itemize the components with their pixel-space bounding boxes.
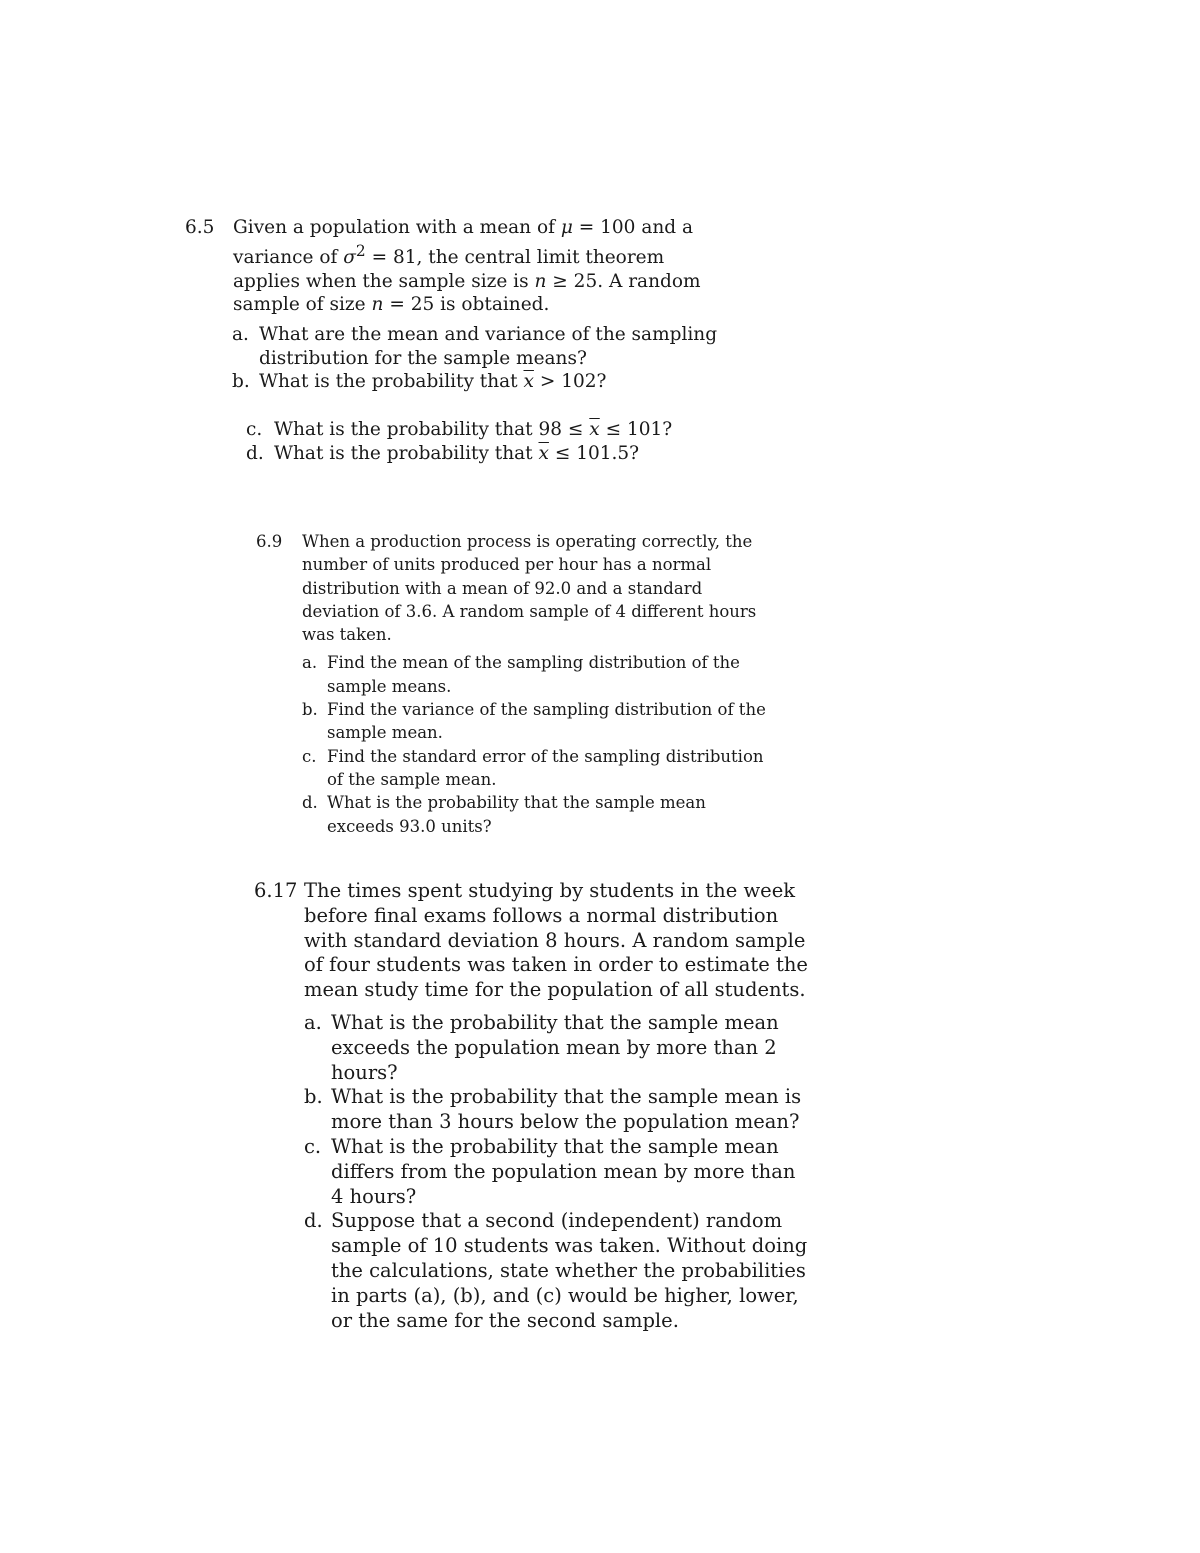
mu-symbol: μ — [560, 217, 573, 238]
part-label: a. — [304, 1010, 322, 1034]
stem-text: ≥ 25. A random sample of size — [233, 270, 701, 316]
part-label: b. — [304, 1085, 323, 1109]
part-text: Find the variance of the sampling distribution of the sample mean. — [327, 700, 766, 743]
stem-text: = 100 and a variance of — [233, 217, 694, 268]
part-c — [302, 745, 776, 792]
problem-number: 6.9 — [256, 532, 283, 551]
x-bar-symbol: $\overline{x}$ — [538, 442, 549, 464]
part-label: d. — [302, 793, 318, 813]
part-text-pre: What is the probability that — [259, 371, 524, 393]
problem-statement: When a production process is operating correctly, the number of units produced per hour has a normal distribution with a mean of 92.0 and a standard deviation of 3.6. A random sample of 4 different hours was taken. — [302, 532, 757, 645]
part-d — [304, 1209, 814, 1333]
problem-6-9 — [256, 530, 776, 838]
problem-number: 6.17 — [254, 879, 298, 902]
part-list — [246, 418, 725, 465]
part-list — [304, 1011, 814, 1333]
problem-statement — [233, 216, 725, 317]
part-c — [246, 418, 725, 442]
part-d — [302, 791, 776, 838]
sigma-symbol: σ — [343, 246, 356, 268]
superscript: 2 — [355, 241, 366, 260]
n-symbol: n — [371, 294, 384, 316]
problem-number: 6.5 — [185, 217, 215, 238]
part-label: c. — [246, 419, 263, 441]
part-b — [232, 370, 725, 394]
part-text-pre: What is the probability that — [274, 442, 539, 464]
part-label: a. — [232, 323, 249, 345]
part-label: d. — [246, 442, 264, 464]
problem-statement: The times spent studying by students in the week before final exams follows a normal distribution with standard deviation 8 hours. A random sample of four students was taken in order to estimate the mean study time for the population of all students. — [304, 879, 808, 1002]
part-text-post: ≤ 101? — [599, 419, 673, 441]
part-text: Find the standard error of the sampling distribution of the sample mean. — [327, 746, 764, 789]
part-list — [302, 651, 776, 837]
part-label: b. — [302, 700, 318, 720]
part-label: a. — [302, 653, 318, 673]
problem-6-17 — [254, 879, 814, 1333]
part-text: Suppose that a second (independent) random sample of 10 students was taken. Without doing the calculations, state whether the probabilities in parts (a), (b), and (c) would be higher, lower, or the same for the second sample. — [331, 1209, 808, 1332]
part-a — [304, 1011, 814, 1085]
part-b — [304, 1085, 814, 1135]
part-text: What are the mean and variance of the sampling distribution for the sample means? — [259, 323, 718, 369]
stem-text: = 25 is obtained. — [383, 294, 550, 316]
n-symbol: n — [534, 270, 547, 292]
part-text — [259, 370, 725, 394]
problem-6-5 — [185, 216, 725, 465]
part-text-pre: What is the probability that 98 ≤ — [274, 419, 590, 441]
stem-text: = 81, the central limit theorem applies when the sample size is — [233, 246, 665, 292]
part-text: What is the probability that the sample mean is more than 3 hours below the population mean? — [331, 1085, 802, 1134]
part-b — [302, 698, 776, 745]
part-text — [274, 442, 725, 466]
part-text — [274, 418, 725, 442]
part-label: c. — [304, 1134, 322, 1158]
part-label: c. — [302, 746, 317, 766]
part-text-post: > 102? — [533, 371, 607, 393]
part-d — [246, 442, 725, 466]
stem-text: Given a population with a mean of — [233, 217, 561, 238]
x-bar-symbol: $\overline{x}$ — [589, 419, 600, 441]
part-a — [302, 651, 776, 698]
part-text: What is the probability that the sample mean exceeds the population mean by more than 2 hours? — [331, 1010, 779, 1084]
part-text-post: ≤ 101.5? — [548, 442, 640, 464]
part-label: d. — [304, 1209, 323, 1233]
x-bar-symbol: $\overline{x}$ — [523, 371, 534, 393]
part-a — [232, 323, 725, 370]
part-text: Find the mean of the sampling distribution of the sample means. — [327, 653, 740, 696]
part-list — [233, 323, 725, 394]
part-text: What is the probability that the sample mean differs from the population mean by more than 4 hours? — [331, 1134, 796, 1208]
part-c — [304, 1135, 814, 1209]
part-label: b. — [232, 371, 250, 393]
part-text: What is the probability that the sample mean exceeds 93.0 units? — [327, 793, 706, 836]
